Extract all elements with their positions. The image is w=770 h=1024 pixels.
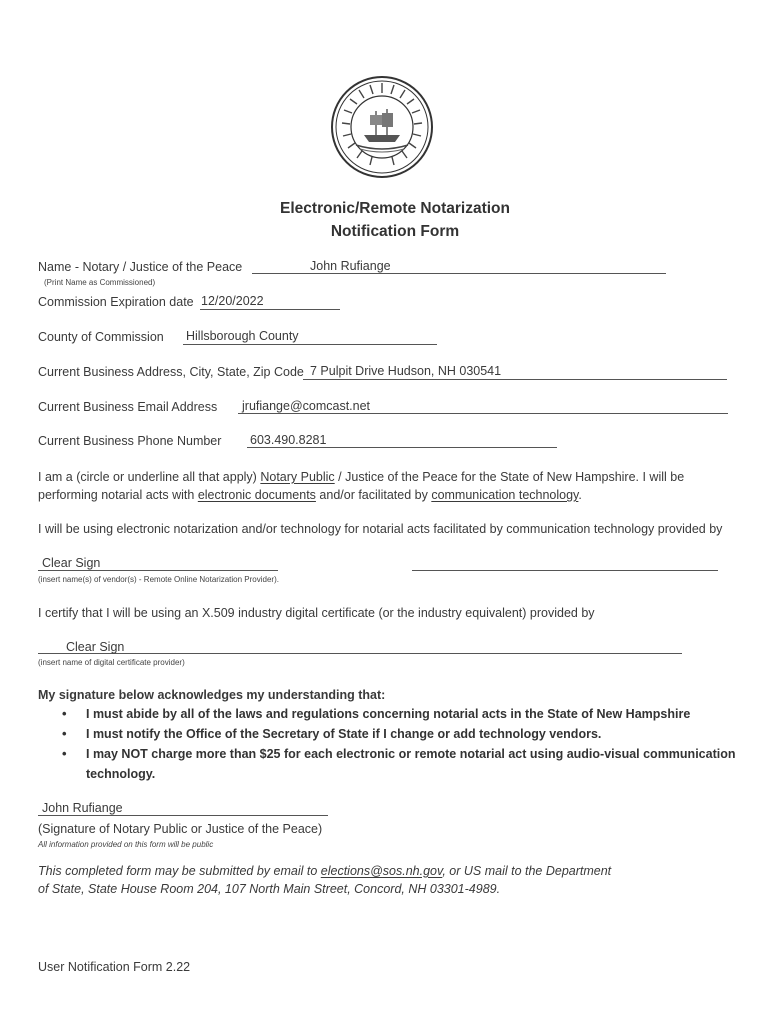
email-label: Current Business Email Address (38, 400, 218, 414)
signature-note: All information provided on this form will be public (38, 840, 214, 849)
acknowledgement-item: • I must notify the Office of the Secretary of State if I change or add technology vendors. (62, 724, 742, 744)
notary-public-option[interactable]: Notary Public (260, 470, 335, 484)
form-title (0, 197, 770, 243)
certificate-text: I certify that I will be using an X.509 industry digital certificate (or the industry equivalent) provided by (38, 606, 595, 620)
name-line (252, 273, 666, 274)
signature-value[interactable]: John Rufiange (42, 801, 123, 815)
submission-part3: of State, State House Room 204, 107 North Main Street, Concord, NH 03301-4989. (38, 882, 501, 896)
certificate-line (38, 653, 682, 654)
certificate-value[interactable]: Clear Sign (66, 640, 125, 654)
role-statement (38, 468, 758, 504)
commission-value[interactable]: 12/20/2022 (201, 294, 264, 308)
submission-email-link[interactable]: elections@sos.nh.gov (320, 864, 443, 878)
county-value[interactable]: Hillsborough County (186, 329, 299, 343)
county-label: County of Commission (38, 330, 164, 344)
email-line (238, 413, 728, 414)
name-note: (Print Name as Commissioned) (44, 278, 156, 287)
phone-value[interactable]: 603.490.8281 (250, 433, 327, 447)
phone-line (247, 447, 557, 448)
commission-label: Commission Expiration date (38, 295, 194, 309)
vendor-line-left (38, 570, 278, 571)
role-statement-part1: I am a (circle or underline all that apply) (38, 470, 257, 484)
vendor-value[interactable]: Clear Sign (42, 556, 101, 570)
role-statement-part4: and/or facilitated by (319, 488, 428, 502)
signature-line (38, 815, 328, 816)
submission-instructions (38, 862, 738, 898)
address-label: Current Business Address, City, State, Zip Code (38, 365, 304, 379)
address-value[interactable]: 7 Pulpit Drive Hudson, NH 030541 (310, 364, 502, 378)
form-footer: User Notification Form 2.22 (38, 960, 191, 974)
county-line (183, 344, 437, 345)
role-statement-part2: / Justice of the Peace for the State of New Hampshire. I will be (338, 470, 685, 484)
name-label: Name - Notary / Justice of the Peace (38, 260, 243, 274)
commission-line (200, 309, 340, 310)
vendor-note: (insert name(s) of vendor(s) - Remote Online Notarization Provider). (38, 575, 279, 584)
acknowledgement-item: • I may NOT charge more than $25 for each electronic or remote notarial act using audio-visual communication technology. (62, 744, 742, 784)
role-statement-part5: . (578, 488, 582, 502)
electronic-documents-option[interactable]: electronic documents (197, 488, 316, 502)
certificate-note: (insert name of digital certificate provider) (38, 658, 185, 667)
signature-label: (Signature of Notary Public or Justice of the Peace) (38, 822, 323, 836)
submission-part1: This completed form may be submitted by email to (38, 864, 318, 878)
acknowledgement-list (62, 704, 742, 784)
acknowledgement-item: • I must abide by all of the laws and regulations concerning notarial acts in the State of New Hampshire (62, 704, 742, 724)
vendor-text: I will be using electronic notarization and/or technology for notarial acts facilitated by communication technology provided by (38, 522, 723, 536)
form-title-line2: Notification Form (330, 223, 460, 240)
new-hampshire-state-seal-icon (330, 75, 434, 179)
communication-technology-option[interactable]: communication technology (431, 488, 579, 502)
acknowledgement-heading: My signature below acknowledges my understanding that: (38, 688, 386, 702)
vendor-line-right (412, 570, 718, 571)
submission-part2: , or US mail to the Department (442, 864, 612, 878)
name-value[interactable]: John Rufiange (310, 259, 391, 273)
form-title-line1: Electronic/Remote Notarization (280, 200, 510, 217)
phone-label: Current Business Phone Number (38, 434, 222, 448)
role-statement-part3: performing notarial acts with (38, 488, 195, 502)
email-value[interactable]: jrufiange@comcast.net (242, 399, 371, 413)
address-line (303, 379, 727, 380)
state-seal (330, 75, 434, 179)
